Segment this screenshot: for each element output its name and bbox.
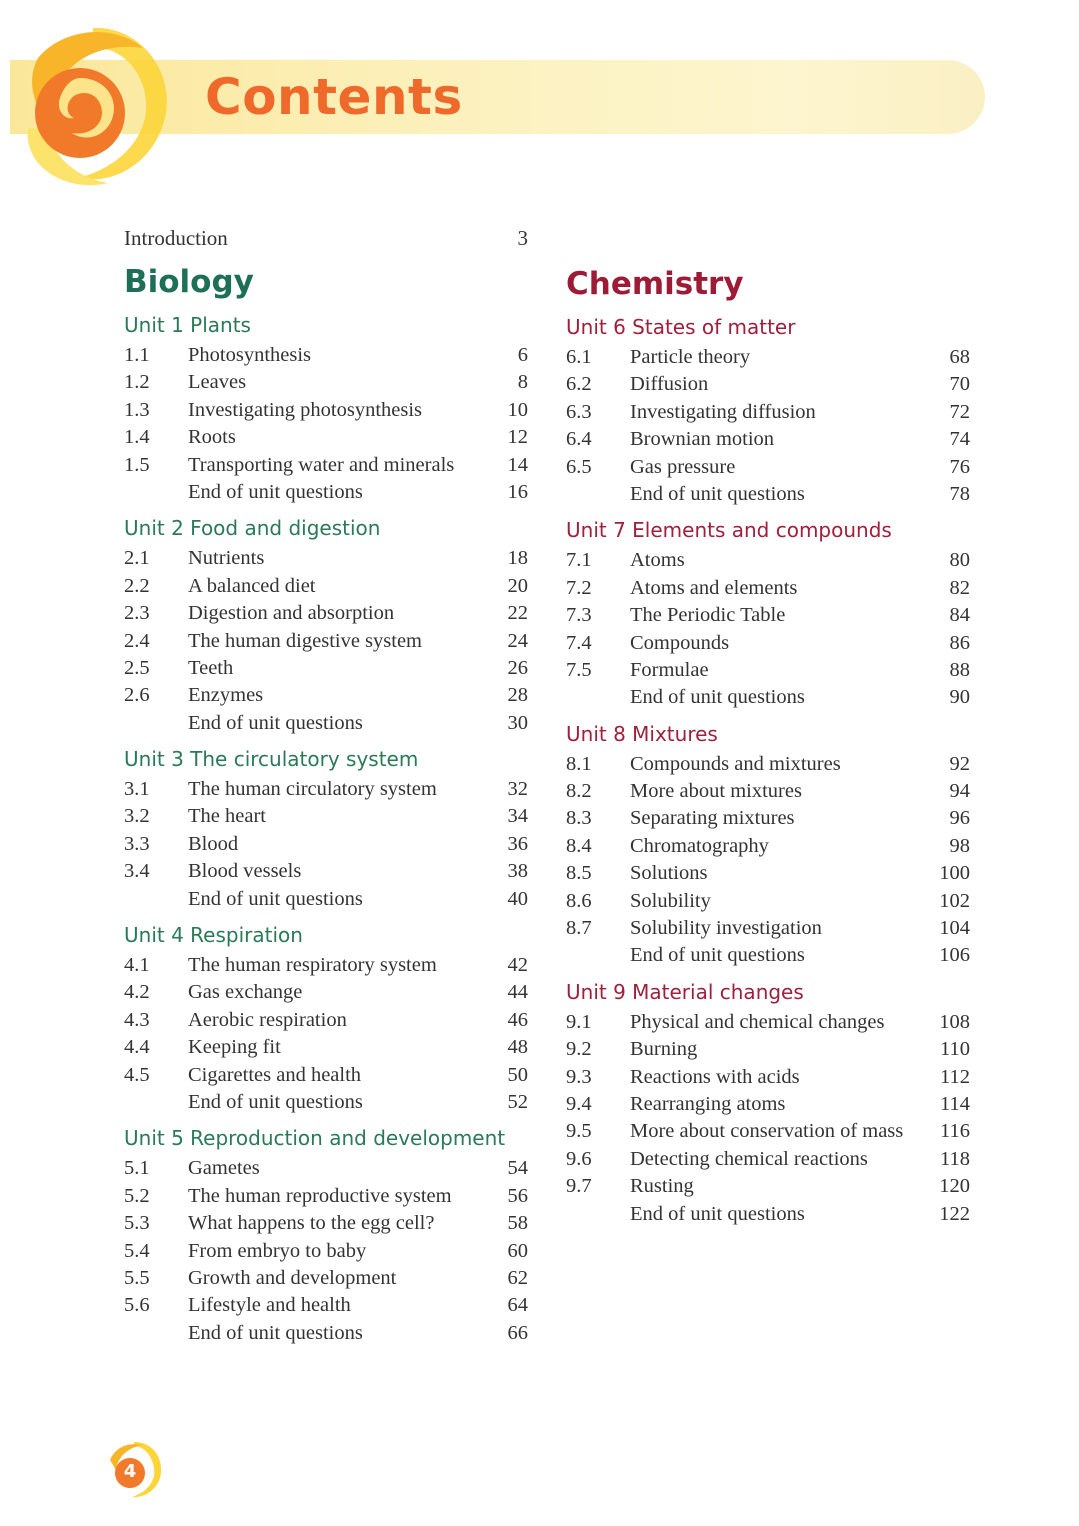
entry-page: 98: [949, 834, 970, 857]
entry-number: 7.4: [566, 631, 592, 654]
toc-entry[interactable]: [124, 1183, 534, 1210]
entry-number: 8.1: [566, 752, 592, 775]
entry-page: 46: [507, 1008, 528, 1031]
entry-label: End of unit questions: [630, 482, 805, 505]
entry-label: End of unit questions: [630, 1202, 805, 1225]
entry-label: The human reproductive system: [188, 1184, 452, 1207]
entry-number: 5.6: [124, 1294, 150, 1317]
toc-entry[interactable]: [124, 600, 534, 627]
entry-number: 3.1: [124, 778, 150, 801]
entry-label: Blood vessels: [188, 860, 302, 883]
entry-label: Solutions: [630, 862, 708, 885]
entry-page: 110: [940, 1038, 970, 1061]
entry-number: 6.2: [566, 373, 592, 396]
entry-page: 114: [940, 1092, 970, 1115]
unit-section: [124, 1123, 534, 1347]
entry-page: 40: [507, 887, 528, 910]
entry-number: 4.5: [124, 1063, 150, 1086]
entry-label: Brownian motion: [630, 428, 775, 451]
entry-number: 5.1: [124, 1157, 150, 1180]
entry-number: 9.7: [566, 1175, 592, 1198]
entry-label: The human digestive system: [188, 629, 422, 652]
entry-page: 34: [507, 805, 528, 828]
entry-number: [124, 710, 188, 737]
entry-page: 6: [517, 344, 528, 366]
toc-entry[interactable]: [566, 942, 976, 969]
entry-number: 2.2: [124, 574, 150, 597]
entry-number: 1.5: [124, 453, 150, 476]
entry-label: Compounds: [630, 631, 730, 654]
toc-entry[interactable]: [124, 858, 534, 885]
entry-number: 2.1: [124, 547, 150, 570]
toc-entry[interactable]: [124, 628, 534, 655]
toc-entry[interactable]: [566, 371, 976, 398]
page-title: Contents: [205, 68, 463, 126]
entry-label: Nutrients: [188, 547, 265, 570]
entry-page: 74: [949, 428, 970, 451]
entry-number: [566, 684, 630, 711]
toc-entry[interactable]: [124, 397, 534, 424]
entry-label: The human circulatory system: [188, 778, 437, 801]
toc-entry[interactable]: [124, 1034, 534, 1061]
introduction-label: Introduction: [124, 226, 228, 250]
entry-page: 96: [949, 807, 970, 830]
entry-label: Photosynthesis: [188, 344, 312, 366]
entry-page: 32: [507, 778, 528, 801]
entry-number: 9.1: [566, 1010, 592, 1033]
entry-number: 8.6: [566, 889, 592, 912]
entry-page: 108: [939, 1010, 970, 1033]
entry-page: 52: [507, 1090, 528, 1113]
entry-number: 9.2: [566, 1038, 592, 1061]
entry-page: 102: [939, 889, 970, 912]
entry-page: 18: [507, 547, 528, 570]
toc-entry[interactable]: [124, 803, 534, 830]
entry-page: 92: [949, 752, 970, 775]
entry-label: Detecting chemical reactions: [630, 1147, 868, 1170]
entry-page: 72: [949, 400, 970, 423]
toc-entry[interactable]: [124, 1155, 534, 1182]
unit-section: [124, 920, 534, 1116]
toc-entry[interactable]: [566, 1118, 976, 1145]
entry-page: 54: [507, 1157, 528, 1180]
entry-page: 120: [939, 1175, 970, 1198]
entry-page: 78: [949, 482, 970, 505]
entry-label: More about mixtures: [630, 780, 802, 803]
entry-label: A balanced diet: [188, 574, 316, 597]
entry-label: Solubility: [630, 889, 711, 912]
entry-label: Teeth: [188, 656, 234, 679]
entry-label: Physical and chemical changes: [630, 1010, 885, 1033]
entry-number: 5.4: [124, 1239, 150, 1262]
unit-title[interactable]: Unit 7 Elements and compounds: [566, 518, 892, 543]
entry-label: The Periodic Table: [630, 604, 786, 627]
toc-entry[interactable]: [566, 915, 976, 942]
entry-label: From embryo to baby: [188, 1239, 367, 1262]
toc-entry[interactable]: [124, 369, 534, 396]
entry-number: 6.5: [566, 455, 592, 478]
entry-label: Aerobic respiration: [188, 1008, 347, 1031]
entry-page: 12: [507, 426, 528, 449]
entry-number: 8.7: [566, 917, 592, 940]
entry-page: 100: [939, 862, 970, 885]
entry-label: Investigating photosynthesis: [188, 398, 423, 421]
introduction-row[interactable]: [124, 222, 534, 254]
entry-label: Chromatography: [630, 834, 769, 857]
entry-page: 24: [507, 629, 528, 652]
unit-section: [566, 515, 976, 711]
entry-number: 6.4: [566, 428, 592, 451]
entry-label: Digestion and absorption: [188, 602, 395, 625]
entry-number: 8.5: [566, 862, 592, 885]
entry-label: Cigarettes and health: [188, 1063, 362, 1086]
entry-label: Blood: [188, 832, 239, 855]
unit-title[interactable]: Unit 9 Material changes: [566, 979, 804, 1004]
entry-number: 5.5: [124, 1266, 150, 1289]
entry-number: 6.3: [566, 400, 592, 423]
entry-number: 8.3: [566, 807, 592, 830]
toc-entry[interactable]: [566, 1201, 976, 1228]
entry-label: Formulae: [630, 658, 709, 681]
entry-label: Leaves: [188, 371, 247, 394]
entry-page: 84: [949, 604, 970, 627]
unit-title[interactable]: Unit 6 States of matter: [566, 315, 796, 339]
entry-label: Solubility investigation: [630, 917, 822, 940]
entry-label: Burning: [630, 1038, 698, 1061]
toc-entry[interactable]: [124, 424, 534, 451]
entry-page: 30: [507, 711, 528, 734]
entry-number: 9.3: [566, 1065, 592, 1088]
entry-label: End of unit questions: [630, 686, 805, 709]
entry-label: Lifestyle and health: [188, 1294, 351, 1317]
toc-entry[interactable]: [124, 886, 534, 913]
entry-page: 76: [949, 455, 970, 478]
entry-label: Particle theory: [630, 346, 751, 368]
entry-number: 5.3: [124, 1212, 150, 1235]
entry-page: 14: [507, 453, 528, 476]
entry-number: [566, 1201, 630, 1228]
entry-number: 4.1: [124, 954, 150, 977]
chemistry-heading: Chemistry: [566, 266, 744, 302]
entry-page: 20: [507, 574, 528, 597]
entry-page: 22: [507, 602, 528, 625]
toc-entry[interactable]: [566, 778, 976, 805]
entry-number: 2.3: [124, 602, 150, 625]
unit-title[interactable]: Unit 8 Mixtures: [566, 721, 718, 746]
toc-entry[interactable]: [566, 860, 976, 887]
toc-entry[interactable]: [124, 682, 534, 709]
toc-entry[interactable]: [566, 1091, 976, 1118]
toc-entry[interactable]: [566, 399, 976, 426]
toc-entry[interactable]: [566, 657, 976, 684]
unit-section: [566, 312, 976, 508]
entry-number: 4.4: [124, 1036, 150, 1059]
entry-page: 106: [939, 944, 970, 967]
entry-page: 10: [507, 398, 528, 421]
swirl-logo-icon: [8, 18, 178, 188]
entry-number: 2.4: [124, 629, 150, 652]
unit-title[interactable]: Unit 3 The circulatory system: [124, 747, 419, 772]
entry-label: Compounds and mixtures: [630, 752, 841, 775]
entry-page: 64: [507, 1294, 528, 1317]
toc-entry[interactable]: [566, 805, 976, 832]
entry-number: [124, 1089, 188, 1116]
entry-label: Atoms and elements: [630, 576, 798, 599]
unit-title[interactable]: Unit 4 Respiration: [124, 923, 303, 948]
unit-section: [566, 977, 976, 1228]
entry-page: 56: [507, 1184, 528, 1207]
entry-number: 6.1: [566, 346, 592, 368]
toc-entry[interactable]: [124, 1089, 534, 1116]
entry-label: The human respiratory system: [188, 954, 437, 977]
entry-label: Transporting water and minerals: [188, 453, 455, 476]
entry-number: 3.4: [124, 860, 150, 883]
toc-entry[interactable]: [566, 833, 976, 860]
entry-page: 86: [949, 631, 970, 654]
right-column: [566, 262, 976, 1235]
entry-page: 50: [507, 1063, 528, 1086]
entry-page: 90: [949, 686, 970, 709]
entry-label: Gas exchange: [188, 981, 303, 1004]
entry-label: Gametes: [188, 1157, 260, 1180]
toc-entry[interactable]: [566, 575, 976, 602]
entry-label: Atoms: [630, 549, 685, 572]
entry-label: What happens to the egg cell?: [188, 1212, 435, 1235]
entry-number: 7.5: [566, 658, 592, 681]
entry-number: 7.1: [566, 549, 592, 572]
entry-number: 9.5: [566, 1120, 592, 1143]
toc-entry[interactable]: [124, 952, 534, 979]
toc-entry[interactable]: [124, 1320, 534, 1347]
toc-entry[interactable]: [124, 573, 534, 600]
entry-number: [124, 886, 188, 913]
entry-label: More about conservation of mass: [630, 1120, 904, 1143]
entry-number: [124, 1320, 188, 1347]
entry-page: 70: [949, 373, 970, 396]
entry-page: 48: [507, 1036, 528, 1059]
toc-entry[interactable]: [566, 481, 976, 508]
entry-label: Keeping fit: [188, 1036, 281, 1059]
entry-label: End of unit questions: [188, 887, 363, 910]
entry-page: 88: [949, 658, 970, 681]
entry-number: 4.3: [124, 1008, 150, 1031]
entry-number: 5.2: [124, 1184, 150, 1207]
entry-page: 104: [939, 917, 970, 940]
entry-page: 38: [507, 860, 528, 883]
entry-number: 1.1: [124, 344, 150, 366]
entry-label: Enzymes: [188, 684, 264, 707]
entry-page: 68: [949, 346, 970, 368]
entry-page: 62: [507, 1266, 528, 1289]
toc-entry[interactable]: [124, 452, 534, 479]
entry-number: 7.2: [566, 576, 592, 599]
entry-label: Separating mixtures: [630, 807, 795, 830]
entry-number: [566, 481, 630, 508]
toc-entry[interactable]: [566, 454, 976, 481]
entry-label: End of unit questions: [188, 1090, 363, 1113]
entry-number: 1.2: [124, 371, 150, 394]
toc-entry[interactable]: [566, 344, 976, 371]
unit-title[interactable]: Unit 1 Plants: [124, 313, 251, 337]
toc-entry[interactable]: [124, 1210, 534, 1237]
toc-entry[interactable]: [566, 1064, 976, 1091]
unit-section: [124, 744, 534, 913]
entry-label: Reactions with acids: [630, 1065, 800, 1088]
entry-page: 8: [517, 371, 528, 394]
entry-number: 1.4: [124, 426, 150, 449]
toc-entry[interactable]: [124, 655, 534, 682]
toc-entry[interactable]: [566, 888, 976, 915]
toc-entry[interactable]: [124, 831, 534, 858]
entry-number: [566, 942, 630, 969]
entry-page: 60: [507, 1239, 528, 1262]
entry-page: 66: [507, 1321, 528, 1344]
entry-page: 122: [939, 1202, 970, 1225]
toc-entry[interactable]: [124, 342, 534, 369]
unit-section: [566, 719, 976, 970]
toc-entry[interactable]: [566, 602, 976, 629]
entry-number: 8.4: [566, 834, 592, 857]
toc-entry[interactable]: [124, 479, 534, 506]
entry-number: 9.4: [566, 1092, 592, 1115]
toc-entry[interactable]: [566, 547, 976, 574]
entry-label: The heart: [188, 805, 266, 828]
toc-entry[interactable]: [124, 1292, 534, 1319]
toc-entry[interactable]: [566, 1009, 976, 1036]
left-column: [124, 222, 534, 1354]
entry-page: 112: [940, 1065, 970, 1088]
entry-page: 36: [507, 832, 528, 855]
entry-number: 2.5: [124, 656, 150, 679]
entry-page: 26: [507, 656, 528, 679]
entry-label: Investigating diffusion: [630, 400, 816, 423]
unit-title[interactable]: Unit 2 Food and digestion: [124, 516, 381, 541]
entry-label: End of unit questions: [188, 480, 363, 503]
toc-entry[interactable]: [566, 684, 976, 711]
entry-page: 80: [949, 549, 970, 572]
toc-entry[interactable]: [566, 1146, 976, 1173]
toc-entry[interactable]: [124, 1062, 534, 1089]
toc-entry[interactable]: [124, 1238, 534, 1265]
entry-page: 118: [940, 1147, 970, 1170]
entry-page: 42: [507, 954, 528, 977]
entry-number: 3.3: [124, 832, 150, 855]
entry-number: 2.6: [124, 684, 150, 707]
entry-page: 16: [507, 480, 528, 503]
unit-title[interactable]: Unit 5 Reproduction and development: [124, 1126, 506, 1151]
entry-number: 7.3: [566, 604, 592, 627]
page-number: 4: [123, 1461, 137, 1482]
entry-label: Growth and development: [188, 1266, 397, 1289]
unit-section: [124, 310, 534, 506]
entry-label: End of unit questions: [630, 944, 805, 967]
entry-page: 116: [940, 1120, 970, 1143]
entry-number: 3.2: [124, 805, 150, 828]
toc-entry[interactable]: [566, 630, 976, 657]
unit-section: [124, 513, 534, 737]
entry-label: Rearranging atoms: [630, 1092, 786, 1115]
entry-number: [124, 479, 188, 506]
toc-entry[interactable]: [124, 1007, 534, 1034]
entry-number: 4.2: [124, 981, 150, 1004]
toc-entry[interactable]: [566, 426, 976, 453]
toc-entry[interactable]: [124, 545, 534, 572]
toc-entry[interactable]: [124, 710, 534, 737]
toc-entry[interactable]: [124, 979, 534, 1006]
toc-entry[interactable]: [124, 776, 534, 803]
entry-page: 58: [507, 1212, 528, 1235]
toc-entry[interactable]: [566, 1036, 976, 1063]
entry-label: End of unit questions: [188, 1321, 363, 1344]
entry-label: Roots: [188, 426, 236, 449]
entry-page: 94: [949, 780, 970, 803]
toc-entry[interactable]: [124, 1265, 534, 1292]
entry-page: 82: [949, 576, 970, 599]
entry-number: 1.3: [124, 398, 150, 421]
entry-page: 44: [507, 981, 528, 1004]
toc-entry[interactable]: [566, 751, 976, 778]
entry-page: 28: [507, 684, 528, 707]
entry-label: Rusting: [630, 1175, 694, 1198]
toc-entry[interactable]: [566, 1173, 976, 1200]
entry-label: End of unit questions: [188, 711, 363, 734]
entry-number: 8.2: [566, 780, 592, 803]
entry-label: Diffusion: [630, 373, 709, 396]
introduction-page: 3: [517, 226, 528, 250]
biology-heading: Biology: [124, 264, 254, 300]
entry-number: 9.6: [566, 1147, 592, 1170]
entry-label: Gas pressure: [630, 455, 736, 478]
